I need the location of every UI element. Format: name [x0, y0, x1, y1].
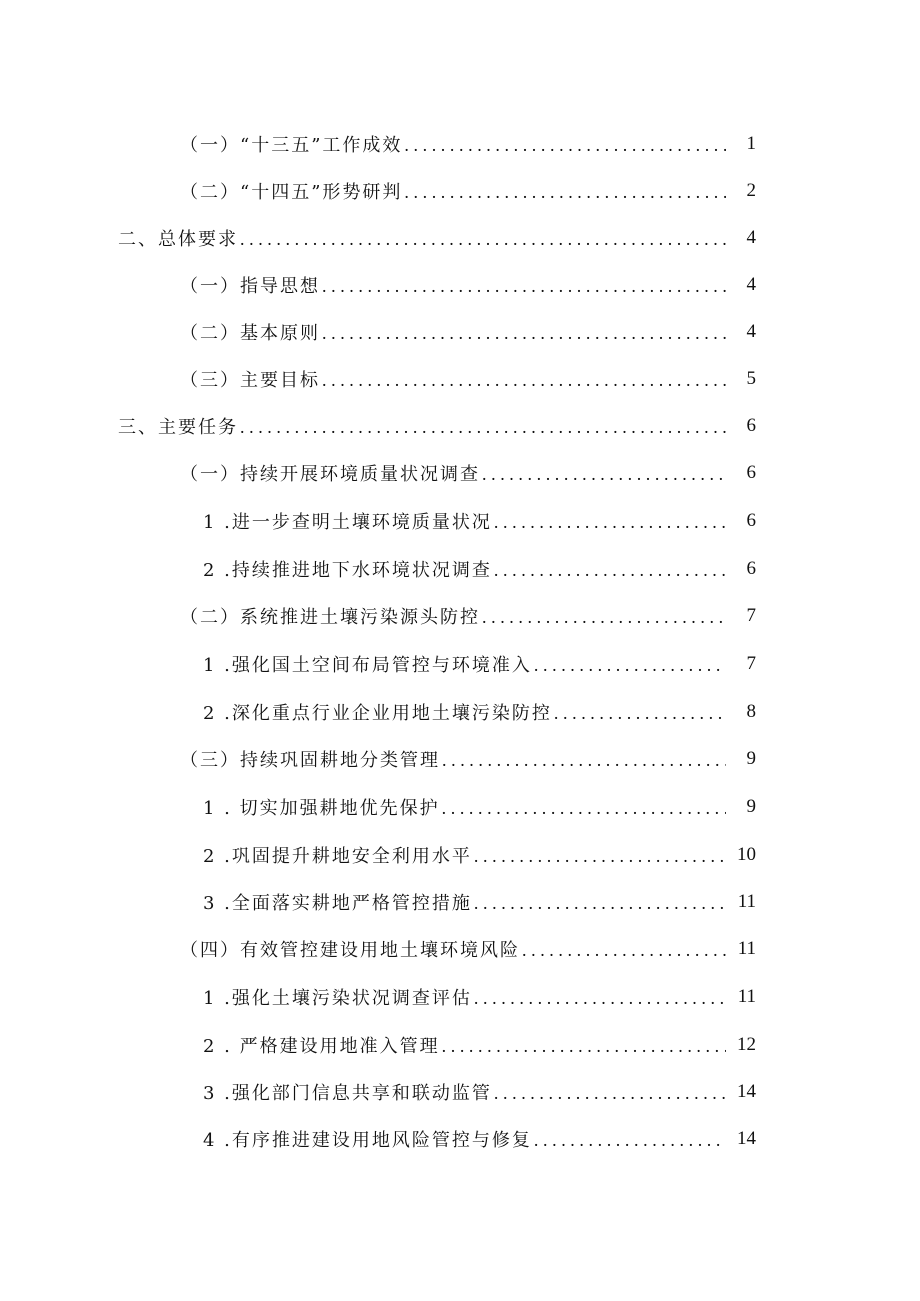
toc-dot-leader — [534, 1130, 726, 1151]
toc-dot-leader — [322, 276, 726, 297]
toc-dot-leader — [494, 560, 726, 581]
toc-page-number: 6 — [746, 461, 756, 483]
toc-page-number: 12 — [737, 1033, 756, 1055]
toc-entry-title: 1 .强化国土空间布局管控与环境准入 — [203, 654, 532, 676]
toc-entry[interactable] — [0, 496, 920, 545]
toc-entry[interactable] — [0, 831, 920, 878]
toc-entry[interactable] — [0, 120, 920, 167]
toc-entry-title: （一）“十三五”工作成效 — [180, 134, 403, 156]
toc-entry[interactable] — [0, 1068, 920, 1115]
toc-entry-title: 2 .巩固提升耕地安全利用水平 — [203, 845, 472, 867]
toc-entry-title: 二、总体要求 — [118, 228, 238, 250]
toc-entry[interactable] — [0, 214, 920, 261]
toc-entry-title: （四）有效管控建设用地土壤环境风险 — [180, 939, 520, 961]
toc-entry-title: （二）“十四五”形势研判 — [180, 181, 403, 203]
toc-dot-leader — [442, 1036, 726, 1057]
toc-page-number: 9 — [746, 747, 756, 769]
toc-page-number: 2 — [746, 179, 756, 201]
toc-entry[interactable] — [0, 308, 920, 355]
toc-entry-title: 2 .深化重点行业企业用地土壤污染防控 — [203, 702, 552, 724]
toc-page-number: 6 — [746, 557, 756, 579]
toc-dot-leader — [322, 323, 726, 344]
toc-dot-leader — [494, 1083, 726, 1104]
toc-dot-leader — [404, 182, 726, 203]
toc-page-number: 6 — [746, 509, 756, 531]
toc-entry[interactable] — [0, 402, 920, 449]
toc-dot-leader — [474, 988, 726, 1009]
toc-entry-title: （二）系统推进土壤污染源头防控 — [180, 606, 480, 628]
toc-dot-leader — [240, 229, 726, 250]
toc-entry-title: （一）指导思想 — [180, 275, 320, 297]
toc-entry[interactable] — [0, 167, 920, 214]
toc-entry[interactable] — [0, 639, 920, 688]
toc-entry[interactable] — [0, 1115, 920, 1162]
toc-page-number: 7 — [746, 604, 756, 626]
toc-dot-leader — [442, 798, 726, 819]
toc-page-number: 6 — [746, 414, 756, 436]
toc-page-number: 4 — [746, 320, 756, 342]
toc-entry[interactable] — [0, 545, 920, 592]
toc-page-number: 10 — [737, 843, 756, 865]
toc-dot-leader — [522, 940, 726, 961]
toc-entry-title: 4 .有序推进建设用地风险管控与修复 — [203, 1129, 532, 1151]
toc-page-number: 8 — [746, 700, 756, 722]
toc-entry[interactable] — [0, 1021, 920, 1068]
toc-entry[interactable] — [0, 449, 920, 496]
toc-entry[interactable] — [0, 735, 920, 782]
toc-page-number: 14 — [737, 1127, 756, 1149]
toc-dot-leader — [534, 655, 726, 676]
toc-entry[interactable] — [0, 782, 920, 831]
toc-entry-title: （三）持续巩固耕地分类管理 — [180, 749, 440, 771]
toc-entry-title: 2 . 严格建设用地准入管理 — [203, 1035, 440, 1057]
toc-entry-title: 3 .强化部门信息共享和联动监管 — [203, 1082, 492, 1104]
toc-dot-leader — [240, 417, 726, 438]
toc-entry-title: （一）持续开展环境质量状况调查 — [180, 463, 480, 485]
toc-page-number: 11 — [737, 890, 756, 912]
toc-page-number: 9 — [746, 795, 756, 817]
toc-page-number: 11 — [737, 937, 756, 959]
toc-entry[interactable] — [0, 878, 920, 925]
toc-entry[interactable] — [0, 925, 920, 972]
toc-entry-title: 1 . 切实加强耕地优先保护 — [203, 797, 440, 819]
toc-page-number: 11 — [737, 985, 756, 1007]
toc-dot-leader — [322, 370, 726, 391]
toc-dot-leader — [474, 893, 726, 914]
toc-dot-leader — [404, 135, 726, 156]
toc-entry-title: 1 .强化土壤污染状况调查评估 — [203, 987, 472, 1009]
toc-page-number: 4 — [746, 226, 756, 248]
toc-page-number: 14 — [737, 1080, 756, 1102]
toc-entry-title: 2 .持续推进地下水环境状况调查 — [203, 559, 492, 581]
table-of-contents — [0, 120, 920, 1162]
toc-dot-leader — [494, 512, 726, 533]
toc-dot-leader — [554, 703, 726, 724]
toc-page-number: 4 — [746, 273, 756, 295]
toc-entry-title: 1 .进一步查明土壤环境质量状况 — [203, 511, 492, 533]
toc-entry-title: 三、主要任务 — [118, 416, 238, 438]
toc-dot-leader — [474, 846, 726, 867]
toc-entry[interactable] — [0, 592, 920, 639]
toc-entry[interactable] — [0, 972, 920, 1021]
toc-entry[interactable] — [0, 261, 920, 308]
toc-entry-title: （二）基本原则 — [180, 322, 320, 344]
toc-page-number: 1 — [746, 132, 756, 154]
toc-entry[interactable] — [0, 688, 920, 735]
toc-page-number: 5 — [746, 367, 756, 389]
toc-entry[interactable] — [0, 355, 920, 402]
toc-entry-title: 3 .全面落实耕地严格管控措施 — [203, 892, 472, 914]
toc-page-number: 7 — [746, 652, 756, 674]
toc-dot-leader — [482, 464, 726, 485]
toc-dot-leader — [442, 750, 726, 771]
toc-dot-leader — [482, 607, 726, 628]
toc-entry-title: （三）主要目标 — [180, 369, 320, 391]
